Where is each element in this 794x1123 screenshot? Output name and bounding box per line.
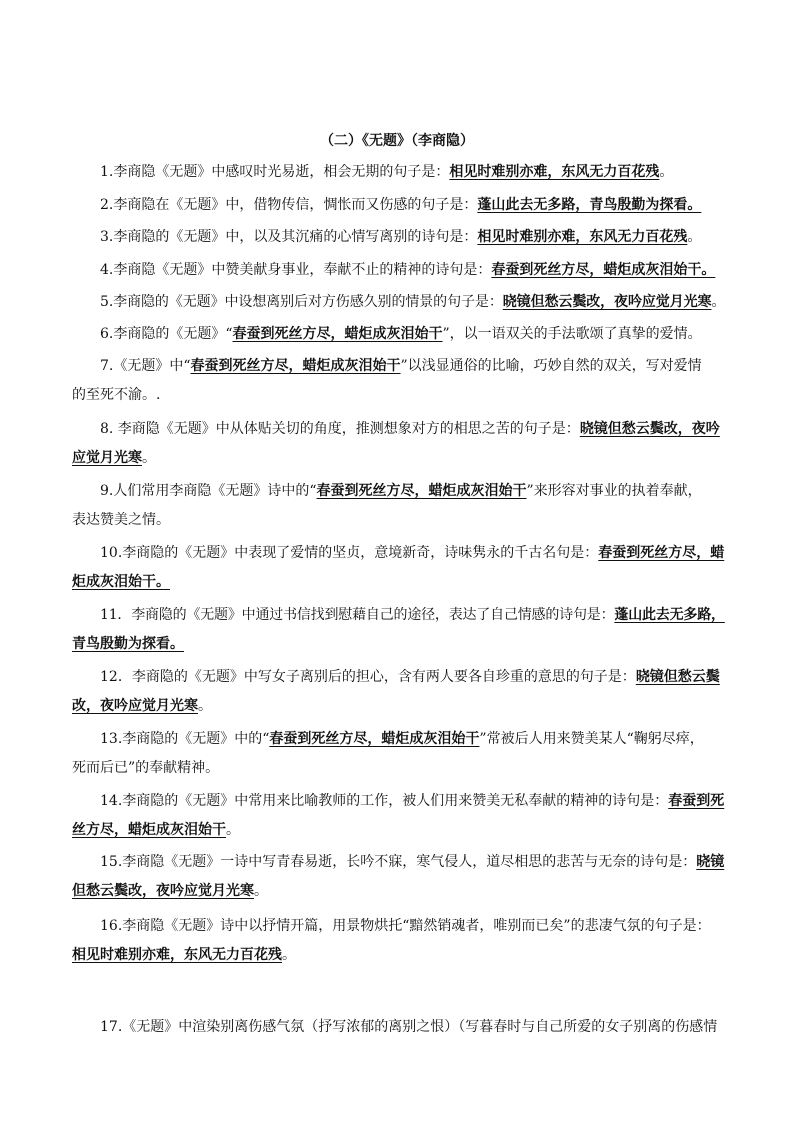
question-text: 9.人们常用李商隐《无题》诗中的“ xyxy=(100,483,317,499)
question-text: 13.李商隐的《无题》中的“ xyxy=(100,731,270,747)
question-text: 7.《无题》中“ xyxy=(100,358,191,374)
question-item xyxy=(100,320,725,349)
question-line xyxy=(100,223,725,252)
question-line xyxy=(100,256,725,285)
question-text: 4.李商隐《无题》中赞美献身事业，奉献不止的精神的诗句是： xyxy=(100,262,492,278)
question-line xyxy=(100,191,725,220)
question-item xyxy=(72,912,725,970)
answer-text: 春蚕到死丝方尽，蜡炬成灰泪始干。 xyxy=(491,262,716,278)
question-text: 1.李商隐《无题》中感叹时光易逝，相会无期的句子是： xyxy=(100,164,450,180)
question-line xyxy=(100,539,725,568)
question-text: 。 xyxy=(282,947,296,963)
question-text: 17.《无题》中渲染别离伤感气氛（抒写浓郁的离别之恨）（写暮春时与自己所爱的女子别离的伤感情 xyxy=(100,1019,718,1035)
question-item xyxy=(72,415,725,473)
answer-text: 春蚕到死丝方尽，蜡炬成灰泪始干 xyxy=(269,731,480,747)
question-line xyxy=(100,477,725,506)
question-line xyxy=(72,506,725,535)
question-text: ”来形容对事业的执着奉献， xyxy=(526,483,702,499)
question-text: 表达赞美之情。 xyxy=(72,512,170,528)
question-text: 。 xyxy=(659,164,674,180)
question-line xyxy=(100,1013,725,1042)
answer-text: 晓镜但愁云鬓 xyxy=(635,669,720,685)
answer-text: 相见时难别亦难，东风无力百花残 xyxy=(477,229,688,245)
question-text: 死而后已”的奉献精神。 xyxy=(72,760,220,776)
question-line xyxy=(100,912,725,941)
question-text: 。 xyxy=(687,229,702,245)
answer-text: 改，夜吟应觉月光寒 xyxy=(72,698,198,714)
question-text: ”以浅显通俗的比喻，巧妙自然的双关，写对爱情 xyxy=(400,358,702,374)
question-line xyxy=(100,352,725,381)
answer-text: 青鸟殷勤为探看。 xyxy=(72,636,184,652)
answer-text: 晓镜 xyxy=(696,854,725,870)
answer-text: 春蚕到死丝方尽，蜡 xyxy=(598,545,725,561)
question-line xyxy=(72,444,725,473)
answer-text: 相见时难别亦难，东风无力百花残 xyxy=(72,947,282,963)
answer-text: 晓镜但愁云鬓改，夜吟 xyxy=(579,421,720,437)
question-text: ”，以一语双关的手法歌颂了真挚的爱情。 xyxy=(442,326,702,342)
question-item xyxy=(100,288,725,317)
question-line xyxy=(100,663,725,692)
question-line xyxy=(72,630,725,659)
question-item xyxy=(100,191,725,220)
question-text: 12．李商隐的《无题》中写女子离别后的担心，含有两人要各自珍重的意思的句子是： xyxy=(100,669,636,685)
question-text: 。 xyxy=(142,450,156,466)
question-line xyxy=(72,941,725,970)
question-text: 11．李商隐的《无题》中通过书信找到慰藉自己的途径，表达了自己情感的诗句是： xyxy=(100,607,615,623)
answer-text: 但愁云鬓改，夜吟应觉月光寒 xyxy=(72,883,254,899)
question-item xyxy=(72,352,725,410)
answer-text: 丝方尽，蜡炬成灰泪始干 xyxy=(72,822,226,838)
question-line xyxy=(72,692,725,721)
question-line xyxy=(72,816,725,845)
question-line xyxy=(100,787,725,816)
question-text: 6.李商隐的《无题》“ xyxy=(100,326,233,342)
question-line xyxy=(100,848,725,877)
answer-text: 蓬山此去无多路，青鸟殷勤为探看。 xyxy=(477,197,702,213)
answer-text: 春蚕到死丝方尽，蜡炬成灰泪始干 xyxy=(190,358,401,374)
section-title: （二）《无题》（李商隐） xyxy=(320,133,474,149)
question-line xyxy=(72,381,725,410)
question-item xyxy=(72,601,725,659)
question-text: 10.李商隐的《无题》中表现了爱情的坚贞，意境新奇，诗味隽永的千古名句是： xyxy=(100,545,599,561)
question-line xyxy=(100,288,725,317)
question-item xyxy=(72,539,725,597)
question-item xyxy=(72,848,725,906)
question-text: 16.李商隐《无题》诗中以抒情开篇，用景物烘托“黯然销魂者，唯别而已矣”的悲凄气氛的句子是： xyxy=(100,918,711,934)
question-line xyxy=(100,158,725,187)
answer-text: 晓镜但愁云鬓改，夜吟应觉月光寒 xyxy=(502,294,712,310)
question-text: 的至死不渝。. xyxy=(72,387,161,403)
question-item xyxy=(100,223,725,252)
answer-text: 相见时难别亦难，东风无力百花残 xyxy=(449,164,660,180)
question-line xyxy=(72,754,725,783)
question-text: 。 xyxy=(711,294,726,310)
question-item xyxy=(72,477,725,535)
question-text: 14.李商隐的《无题》中常用来比喻教师的工作，被人们用来赞美无私奉献的精神的诗句是： xyxy=(100,793,669,809)
question-item xyxy=(100,256,725,285)
question-text: 5.李商隐的《无题》中设想离别后对方伤感久别的情景的句子是： xyxy=(100,294,503,310)
answer-text: 炬成灰泪始干。 xyxy=(72,574,170,590)
question-text: 15.李商隐《无题》一诗中写青春易逝，长吟不寐，寒气侵人，道尽相思的悲苦与无奈的诗句是： xyxy=(100,854,697,870)
question-line xyxy=(100,601,725,630)
question-line xyxy=(72,877,725,906)
question-item xyxy=(72,787,725,845)
question-text: 3.李商隐的《无题》中，以及其沉痛的心情写离别的诗句是： xyxy=(100,229,478,245)
question-item xyxy=(100,158,725,187)
question-line xyxy=(100,415,725,444)
answer-text: 春蚕到死丝方尽，蜡炬成灰泪始干 xyxy=(316,483,527,499)
question-text: 2.李商隐在《无题》中，借物传信，惆怅而又伤感的句子是： xyxy=(100,197,478,213)
question-text: ”常被后人用来赞美某人“鞠躬尽瘁， xyxy=(479,731,704,747)
answer-text: 应觉月光寒 xyxy=(72,450,142,466)
question-text: 。 xyxy=(254,883,268,899)
answer-text: 蓬山此去无多路， xyxy=(614,607,725,623)
question-text: 8. 李商隐《无题》中从体贴关切的角度，推测想象对方的相思之苦的句子是： xyxy=(100,421,580,437)
question-text: 。 xyxy=(198,698,212,714)
question-text: 。 xyxy=(226,822,240,838)
question-item xyxy=(72,663,725,721)
answer-text: 春蚕到死丝方尽，蜡炬成灰泪始干 xyxy=(232,326,443,342)
question-item xyxy=(72,725,725,783)
answer-text: 春蚕到死 xyxy=(668,793,725,809)
question-item xyxy=(100,1013,725,1042)
question-line xyxy=(100,320,725,349)
question-line xyxy=(72,568,725,597)
question-line xyxy=(100,725,725,754)
